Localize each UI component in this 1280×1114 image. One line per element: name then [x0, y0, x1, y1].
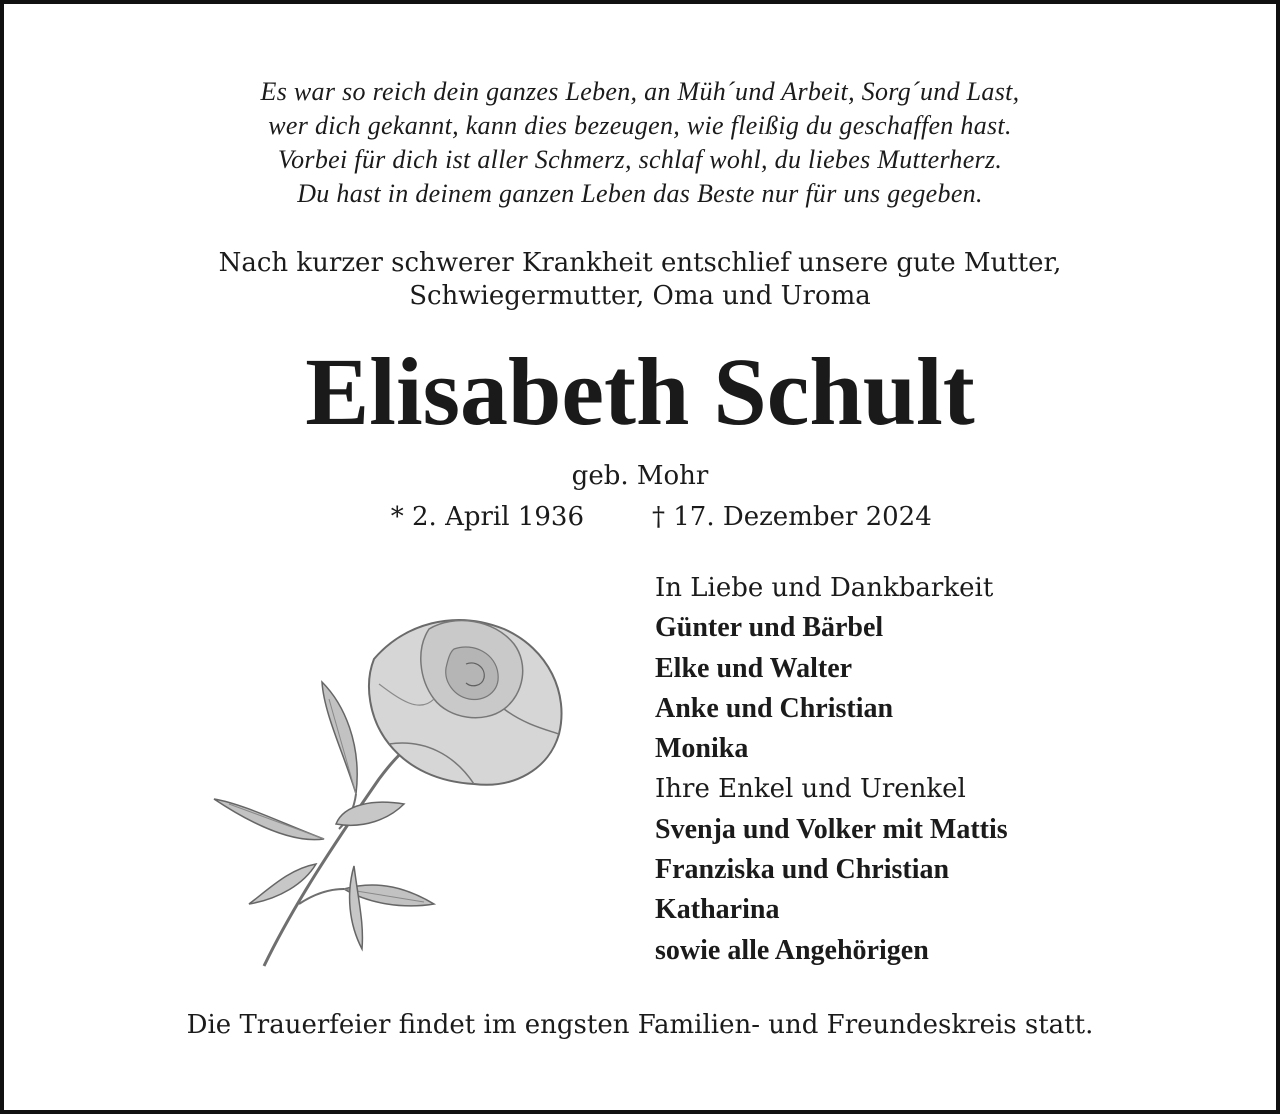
intro-line: Nach kurzer schwerer Krankheit entschlief unsere gute Mutter,	[218, 248, 1062, 278]
rose-icon	[204, 604, 574, 974]
poem-line: Vorbei für dich ist aller Schmerz, schlaf wohl, du liebes Mutterherz.	[277, 145, 1003, 174]
mourner-name: Elke und Walter	[655, 652, 853, 684]
intro-line: Schwiegermutter, Oma und Uroma	[409, 281, 871, 311]
poem-verse	[44, 75, 1236, 211]
mourner-name: Katharina	[655, 894, 780, 926]
mourners-heading: In Liebe und Dankbarkeit	[655, 573, 994, 603]
birth-date: * 2. April 1936	[390, 502, 584, 532]
poem-line: Du hast in deinem ganzen Leben das Beste nur für uns gegeben.	[297, 179, 983, 208]
death-date: † 17. Dezember 2024	[652, 502, 932, 532]
deceased-name: Elisabeth Schult	[305, 338, 975, 445]
poem-line: Es war so reich dein ganzes Leben, an Müh´und Arbeit, Sorg´und Last,	[260, 77, 1020, 106]
mourner-name: sowie alle Angehörigen	[655, 934, 929, 966]
maiden-name: geb. Mohr	[571, 461, 709, 491]
mourners-list	[655, 568, 1255, 971]
mourner-name: Günter und Bärbel	[655, 612, 884, 644]
mourner-name: Franziska und Christian	[655, 854, 950, 886]
mourner-name: Monika	[655, 733, 749, 765]
funeral-note: Die Trauerfeier findet im engsten Familien- und Freundeskreis statt.	[186, 1010, 1094, 1040]
intro-text	[44, 247, 1236, 313]
mourner-name: Anke und Christian	[655, 692, 894, 724]
mourner-name: Svenja und Volker mit Mattis	[655, 813, 1008, 845]
poem-line: wer dich gekannt, kann dies bezeugen, wie fleißig du geschaffen hast.	[268, 111, 1012, 140]
mourners-subheading: Ihre Enkel und Urenkel	[655, 774, 966, 805]
